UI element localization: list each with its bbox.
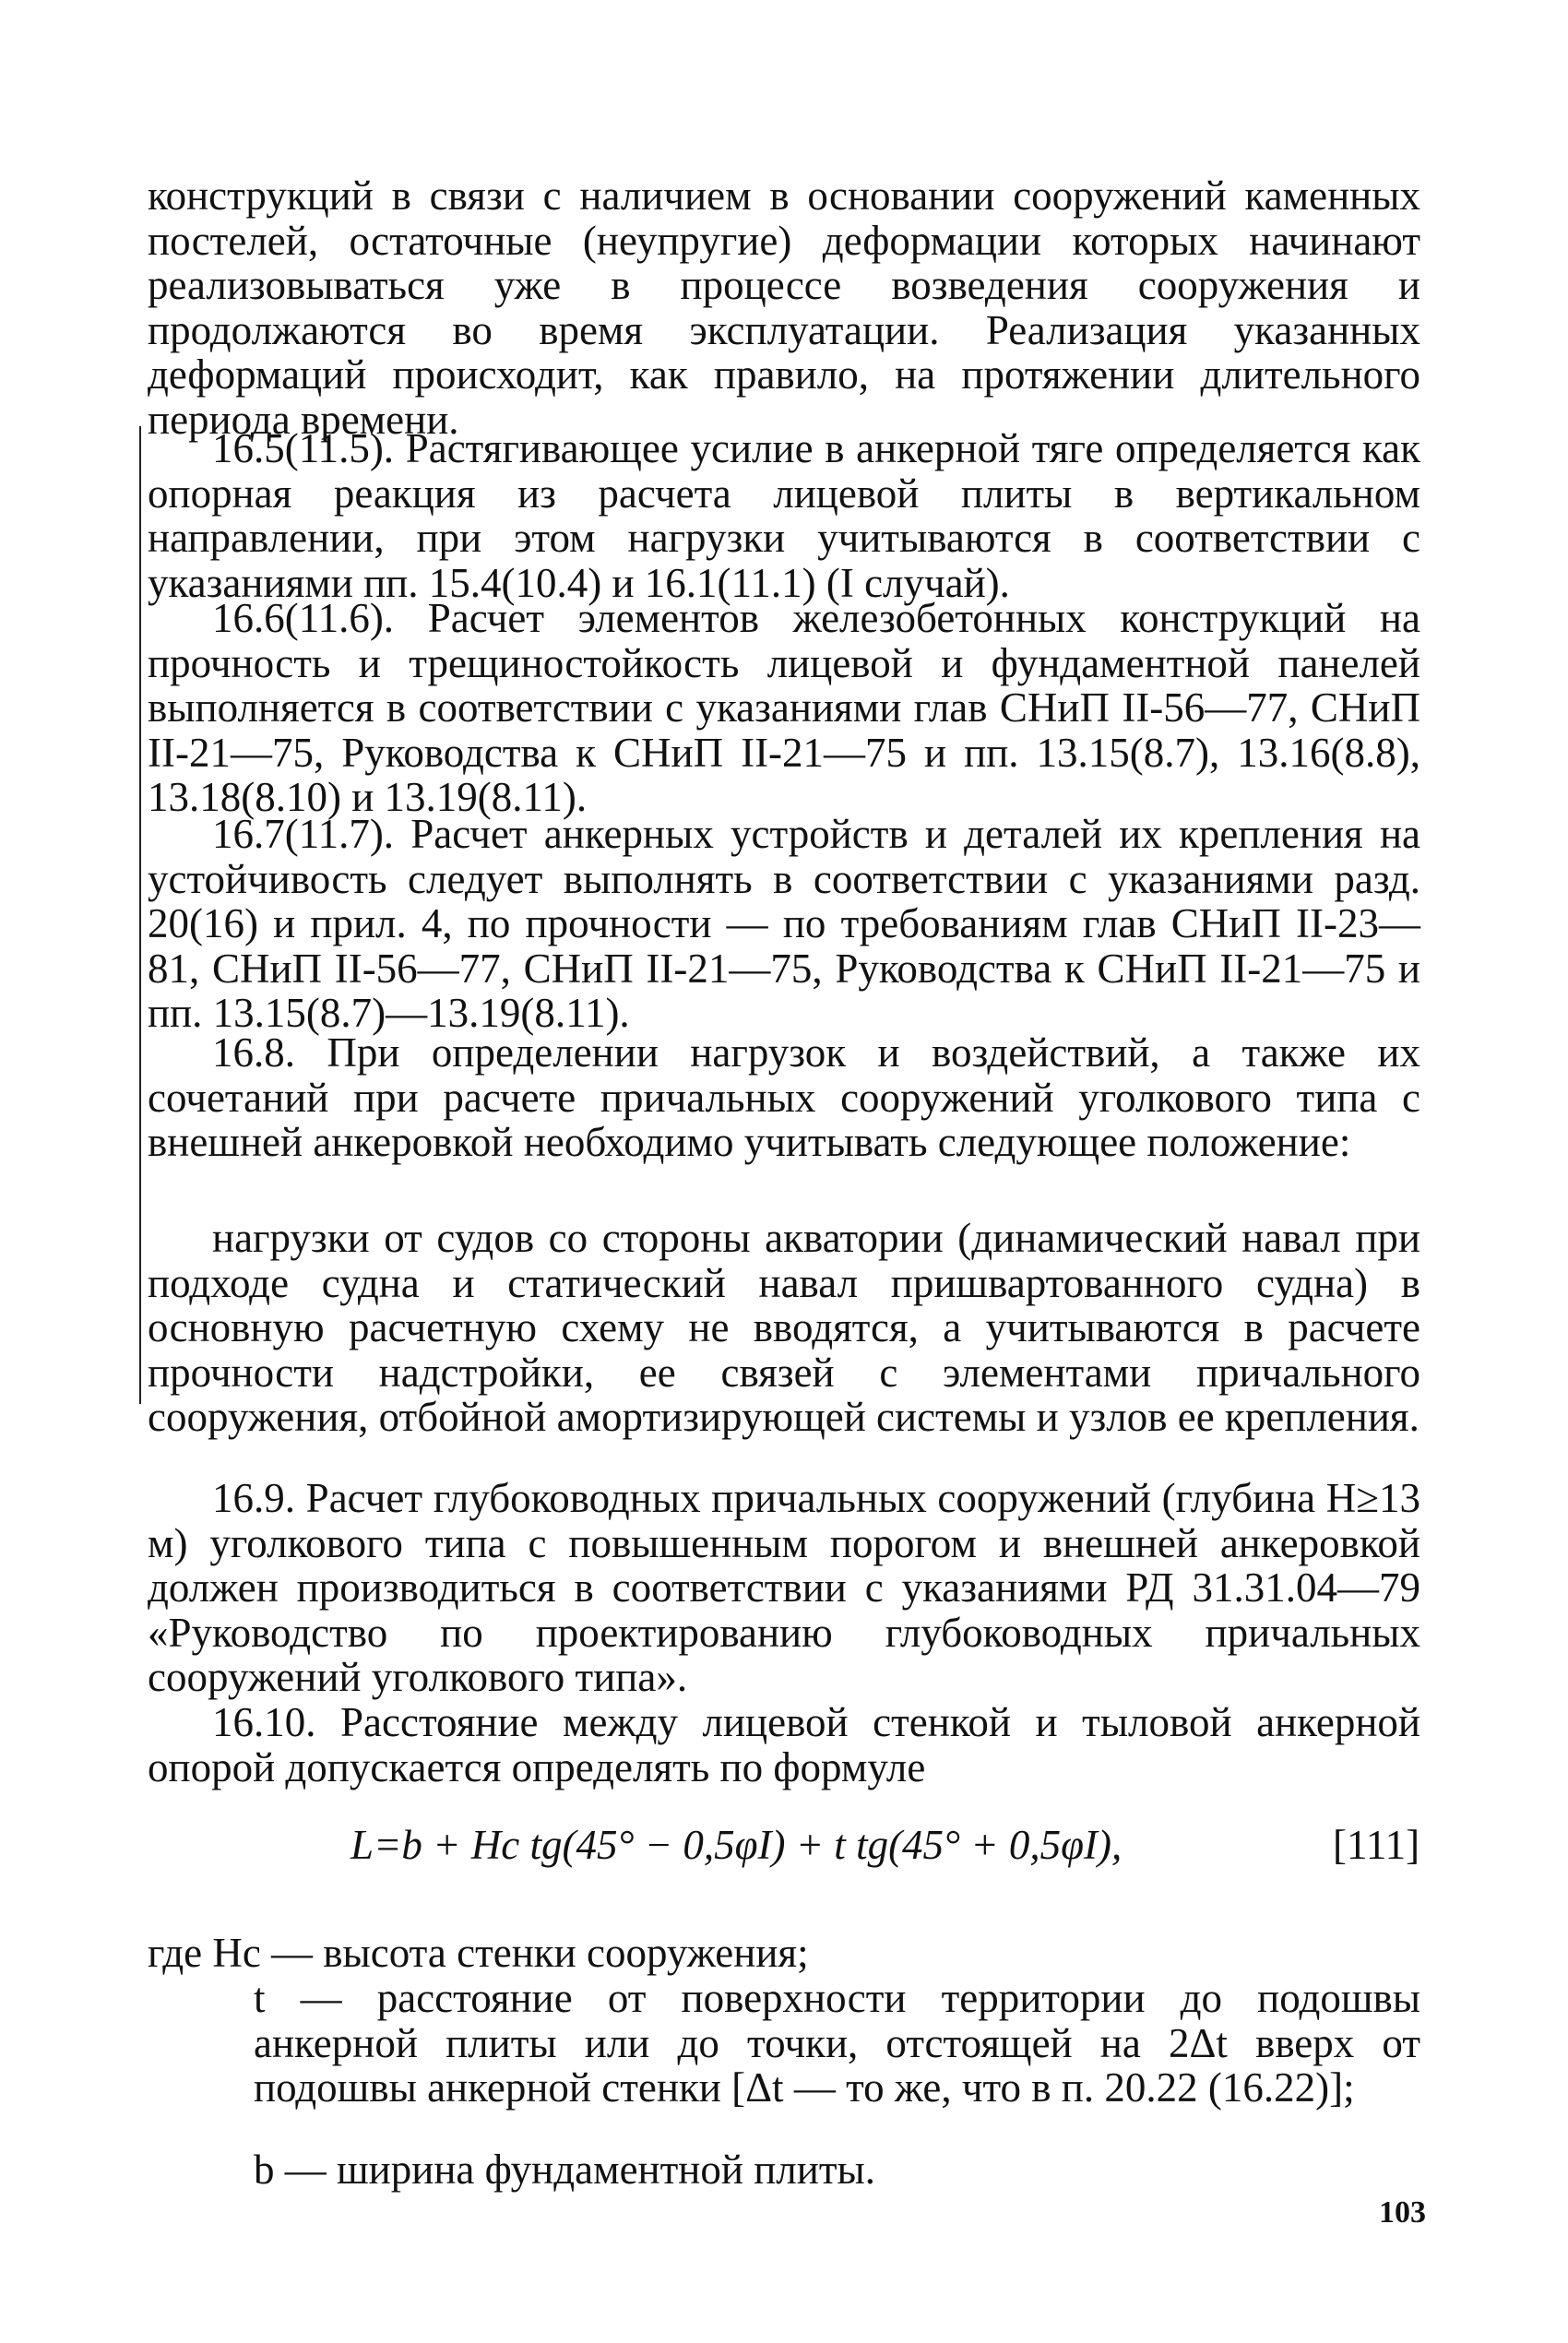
formula-111: L=b + Hc tg(45° − 0,5φI) + t tg(45° + 0,5φI), [350,1822,1123,1868]
paragraph-intro: конструкций в связи с наличием в основании сооружений каменных постелей, остаточные (неупругие) деформации которых начинают реализовываться уже в процессе возведения сооружения и продолжаются во время эксплуатации. Реализация указанных деформаций происходит, как правило, на протяжении длительного периода времени. [148,172,1420,443]
where-t: t — расстояние от поверхности территории до подошвы анкерной плиты или до точки, отстоящей на 2Δt вверх от подошвы анкерной стенки [Δt — то же, что в п. 20.22 (16.22)]; [254,1975,1420,2111]
paragraph-16-5: 16.5(11.5). Растягивающее усилие в анкерной тяге определяется как опорная реакция из расчета лицевой плиты в вертикальном направлении, при этом нагрузки учитываются в соответствии с указаниями пп. 15.4(10.4) и 16.1(11.1) (I случай). [148,425,1420,606]
where-hc: где Hc — высота стенки сооружения; [148,1930,809,1976]
formula-number: [111] [1333,1822,1420,1868]
page-number: 103 [1379,2195,1426,2230]
paragraph-16-10: 16.10. Расстояние между лицевой стенкой и тыловой анкерной опорой допускается определять по формуле [148,1699,1420,1790]
paragraph-16-7: 16.7(11.7). Расчет анкерных устройств и деталей их крепления на устойчивость следует выполнять в соответствии с указаниями разд. 20(16) и прил. 4, по прочности — по требованиям глав СНиП II-23—81, СНиП II-56—77, СНиП II-21—75, Руководства к СНиП II-21—75 и пп. 13.15(8.7)—13.19(8.11). [148,811,1420,1036]
paragraph-16-8-item: нагрузки от судов со стороны акватории (динамический навал при подходе судна и статический навал пришвартованного судна) в основную расчетную схему не вводятся, а учитываются в расчете прочности надстройки, ее связей с элементами причального сооружения, отбойной амортизирующей системы и узлов ее крепления. [148,1215,1420,1440]
paragraph-16-6: 16.6(11.6). Расчет элементов железобетонных конструкций на прочность и трещиностойкость лицевой и фундаментной панелей выполняется в соответствии с указаниями глав СНиП II-56—77, СНиП II-21—75, Руководства к СНиП II-21—75 и пп. 13.15(8.7), 13.16(8.8), 13.18(8.10) и 13.19(8.11). [148,595,1420,820]
paragraph-16-9: 16.9. Расчет глубоководных причальных сооружений (глубина H≥13 м) уголкового типа с повышенным порогом и внешней анкеровкой должен производиться в соответствии с указаниями РД 31.31.04—79 «Руководство по проектированию глубоководных причальных сооружений уголкового типа». [148,1475,1420,1700]
change-bar [139,426,141,1404]
where-b: b — ширина фундаментной плиты. [254,2147,875,2193]
paragraph-16-8: 16.8. При определении нагрузок и воздействий, а также их сочетаний при расчете причальных сооружений уголкового типа с внешней анкеровкой необходимо учитывать следующее положение: [148,1029,1420,1165]
